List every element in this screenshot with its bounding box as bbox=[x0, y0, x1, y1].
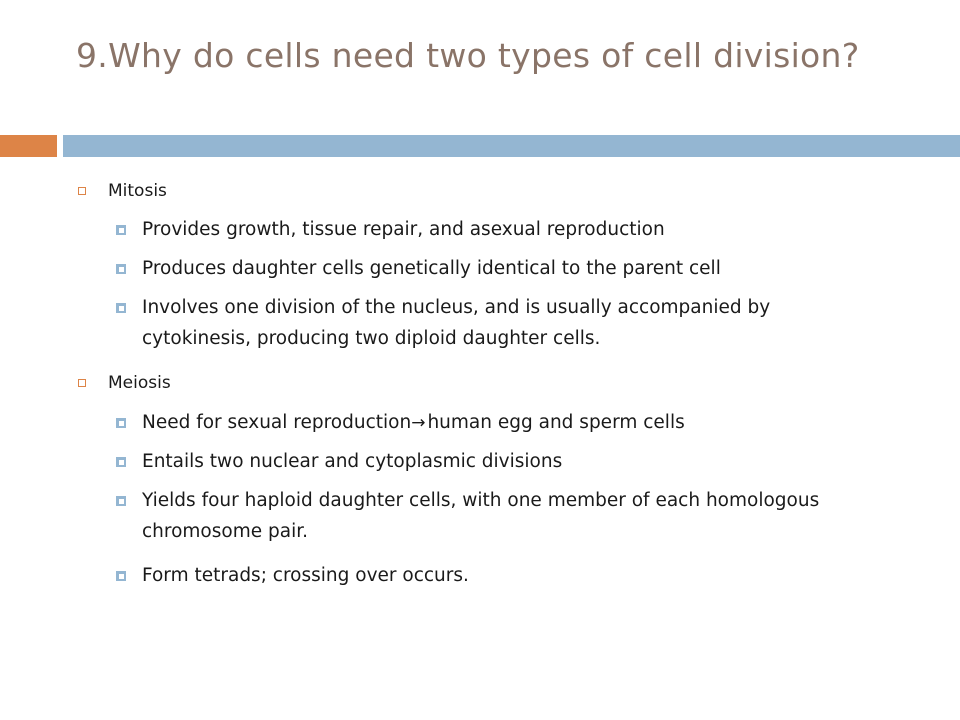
heading-meiosis: Meiosis bbox=[108, 373, 171, 393]
meiosis-point: Entails two nuclear and cytoplasmic divisions bbox=[142, 451, 563, 472]
meiosis-point bbox=[142, 407, 832, 439]
mitosis-point: Produces daughter cells genetically identical to the parent cell bbox=[142, 258, 721, 279]
hollow-square-bullet-icon bbox=[78, 187, 86, 195]
square-bullet-icon bbox=[116, 571, 126, 581]
meiosis-point-text: Need for sexual reproduction bbox=[142, 412, 412, 433]
mitosis-point: Provides growth, tissue repair, and asexual reproduction bbox=[142, 219, 665, 240]
heading-mitosis: Mitosis bbox=[108, 181, 167, 201]
meiosis-point-text: human egg and sperm cells bbox=[427, 412, 685, 433]
square-bullet-icon bbox=[116, 496, 126, 506]
square-bullet-icon bbox=[116, 225, 126, 235]
meiosis-point: Form tetrads; crossing over occurs. bbox=[142, 565, 469, 586]
slide-title: 9.Why do cells need two types of cell division? bbox=[76, 36, 860, 75]
square-bullet-icon bbox=[116, 418, 126, 428]
square-bullet-icon bbox=[116, 264, 126, 274]
right-arrow-icon: → bbox=[411, 413, 426, 433]
accent-bar-orange bbox=[0, 135, 57, 157]
square-bullet-icon bbox=[116, 303, 126, 313]
meiosis-point: Yields four haploid daughter cells, with one member of each homologous chromosome pair. bbox=[142, 490, 820, 542]
mitosis-point: Involves one division of the nucleus, and is usually accompanied by cytokinesis, producing two diploid daughter cells. bbox=[142, 297, 771, 349]
square-bullet-icon bbox=[116, 457, 126, 467]
hollow-square-bullet-icon bbox=[78, 379, 86, 387]
accent-bar-blue bbox=[63, 135, 960, 157]
